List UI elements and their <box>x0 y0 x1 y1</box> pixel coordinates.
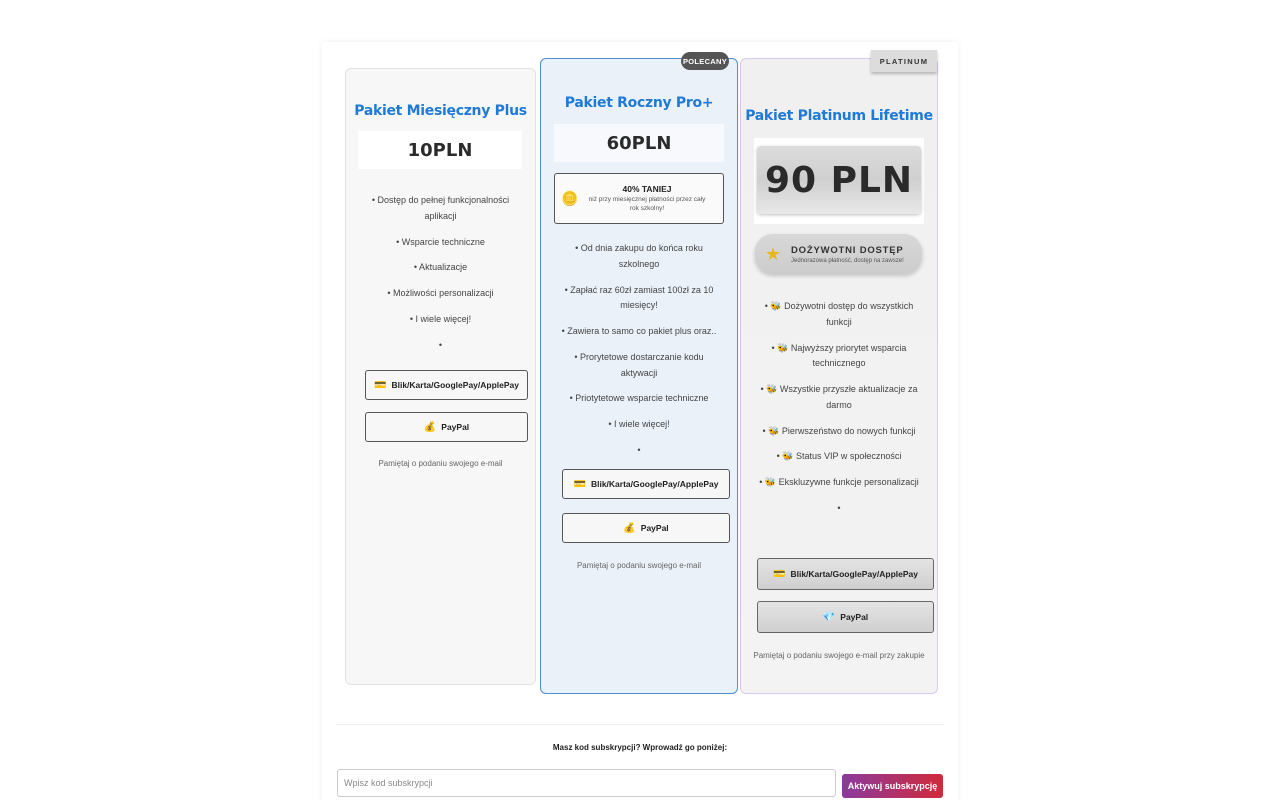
diamond-icon: 💎 <box>822 611 836 623</box>
feature-item: • Priotytetowe wsparcie techniczne <box>569 393 709 404</box>
divider <box>336 724 944 725</box>
coin-icon: 🪙 <box>561 190 579 206</box>
pay-paypal-label: PayPal <box>441 422 470 432</box>
credit-card-icon: 💳 <box>573 478 586 490</box>
coin-icon: 💰 <box>623 522 636 534</box>
email-note: Pamiętaj o podaniu swojego e-mail <box>576 561 702 570</box>
code-prompt: Masz kod subskrypcji? Wprowadź go poniżej: <box>552 743 728 752</box>
feature-item: • <box>837 502 841 513</box>
plan-title: Pakiet Roczny Pro+ <box>564 95 714 111</box>
feature-item: • I wiele więcej! <box>608 419 670 429</box>
pay-paypal-label: PayPal <box>840 612 869 622</box>
discount-box <box>554 173 724 224</box>
feature-item: • Wsparcie techniczne <box>396 236 485 247</box>
coin-icon: 💰 <box>423 421 437 433</box>
feature-item: • Aktualizacje <box>413 262 468 273</box>
pay-card-label: Blik/Karta/GooglePay/ApplePay <box>391 380 519 390</box>
plan-price: 10PLN <box>358 131 522 169</box>
discount-title: 40% TANIEJ <box>622 183 672 194</box>
feature-list <box>541 241 737 469</box>
feature-item: • Dostęp do pełnej funkcjonalności aplikacji <box>371 195 510 221</box>
feature-list <box>346 193 535 363</box>
feature-item: • 🐝 Najwyższy priorytet wsparcia technicznego <box>771 342 907 369</box>
feature-item: • 🐝 Status VIP w społeczności <box>776 451 902 462</box>
feature-item: • Od dnia zakupu do końca roku szkolnego <box>575 243 703 269</box>
feature-item: • Prorytetowe dostarczanie kodu aktywacji <box>574 351 704 378</box>
credit-card-icon: 💳 <box>374 379 387 391</box>
pay-card-label: Blik/Karta/GooglePay/ApplePay <box>590 479 719 489</box>
recommended-badge: POLECANY <box>681 52 729 70</box>
feature-list <box>741 299 937 527</box>
feature-item: • 🐝 Wszystkie przyszłe aktualizacje za darmo <box>760 384 918 410</box>
email-note: Pamiętaj o podaniu swojego e-mail przy zakupie <box>753 651 925 660</box>
pay-paypal-label: PayPal <box>640 523 669 533</box>
plan-price: 60PLN <box>554 124 724 162</box>
feature-item: • Zapłać raz 60zł zamiast 100zł za 10 miesięcy! <box>564 284 714 311</box>
pay-paypal-button[interactable] <box>757 601 934 633</box>
feature-item: • 🐝 Dożywotni dostęp do wszystkich funkcji <box>764 301 914 327</box>
lifetime-title: DOŻYWOTNI DOSTĘP <box>791 244 904 256</box>
feature-item: • 🐝 Pierwszeństwo do nowych funkcji <box>762 425 916 436</box>
pay-paypal-button[interactable] <box>365 412 528 442</box>
subscription-code-input[interactable] <box>337 769 836 797</box>
discount-subtitle: niż przy miesięcznej płatności przez cały rok szkolny! <box>588 195 706 212</box>
activate-subscription-button[interactable]: Aktywuj subskrypcję <box>842 774 943 798</box>
pay-card-button[interactable] <box>757 558 934 590</box>
lifetime-subtitle: Jednorazowa płatność, dostęp na zawsze! <box>791 257 904 264</box>
star-icon: ★ <box>764 243 782 264</box>
pay-card-button[interactable] <box>562 469 730 499</box>
pay-paypal-button[interactable] <box>562 513 730 543</box>
email-note: Pamiętaj o podaniu swojego e-mail <box>378 459 503 468</box>
feature-item: • I wiele więcej! <box>409 313 472 324</box>
feature-item: • <box>637 444 641 455</box>
pay-card-button[interactable] <box>365 370 528 400</box>
platinum-badge: PLATINUM <box>871 50 937 72</box>
pay-card-label: Blik/Karta/GooglePay/ApplePay <box>790 569 918 579</box>
plan-card-plus <box>345 68 536 685</box>
feature-item: • Możliwości personalizacji <box>387 288 494 298</box>
plan-title: Pakiet Platinum Lifetime <box>745 108 933 124</box>
plan-title: Pakiet Miesięczny Plus <box>354 103 527 119</box>
credit-card-icon: 💳 <box>773 568 786 580</box>
plan-card-pro <box>540 58 738 694</box>
feature-item: • <box>438 339 443 350</box>
lifetime-badge <box>755 234 922 274</box>
feature-item: • 🐝 Ekskluzywne funkcje personalizacji <box>759 477 919 487</box>
feature-item: • Zawiera to samo co pakiet plus oraz.. <box>561 326 717 336</box>
plan-price: 90 PLN <box>757 146 921 214</box>
